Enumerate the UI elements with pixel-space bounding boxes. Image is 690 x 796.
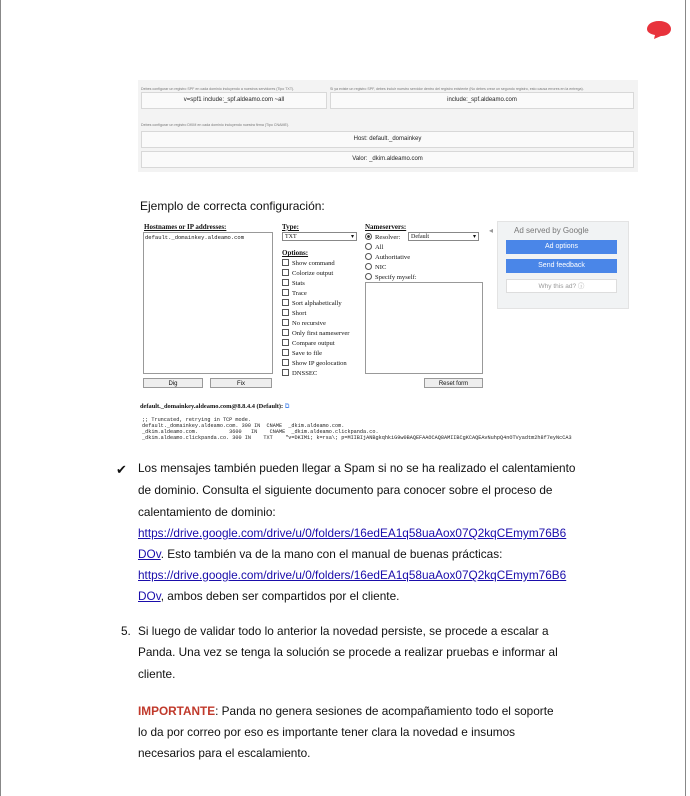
speech-bubble-logo-icon (646, 20, 672, 40)
item5-line-3: cliente. (138, 667, 176, 681)
bullet-line-1: Los mensajes también pueden llegar a Spam si no se ha realizado el calentamiento (138, 461, 576, 475)
bullet-line-5 (138, 547, 502, 561)
chevron-down-icon: ▾ (472, 234, 476, 240)
option-label: Only first nameserver (292, 330, 350, 337)
bullet-line-7 (138, 589, 399, 603)
dkim-note: Debes configurar un registro DKIM en cada dominio incluyendo nuestra firma (Tipo CNAME). (141, 123, 290, 127)
checkbox-icon (282, 279, 289, 286)
important-label: IMPORTANTE (138, 704, 216, 718)
ns-nic-label: NIC (375, 264, 387, 271)
important-text: : Panda no genera sesiones de acompañamiento todo el soporte (215, 704, 554, 718)
item5-line-2: Panda. Una vez se tenga la solución se procede a realizar pruebas e informar al (138, 645, 558, 659)
result-line: _dkim.aldeamo.clickpanda.co. 300 IN TXT "v=DKIM1; k=rsa\; p=MIIBIjANBgkqhkiG9w0BAQEFAAOCAQ8AMIIBCgKCAQEAvNuhpQ4nOTVyadtm2h8f7eyNcCA3 (142, 435, 572, 441)
option-no-recursive[interactable] (282, 319, 326, 327)
drive-link-1-end[interactable]: DOv (138, 547, 161, 561)
option-label: Show command (292, 260, 335, 267)
ns-resolver-radio[interactable] (365, 233, 400, 241)
send-feedback-button[interactable]: Send feedback (506, 259, 617, 273)
ns-all-label: All (375, 244, 384, 251)
dig-tool (140, 221, 640, 451)
page-border-left (0, 0, 1, 796)
bullet-text: , ambos deben ser compartidos por el cliente. (160, 589, 400, 603)
hostnames-textarea[interactable]: default._domainkey.aldeamo.com (143, 232, 273, 374)
checkbox-icon (282, 269, 289, 276)
result-title-text: default._domainkey.aldeamo.com@8.8.4.4 (Default): (140, 403, 284, 410)
option-dnssec[interactable] (282, 369, 317, 377)
option-show-command[interactable] (282, 259, 335, 267)
checkbox-icon (282, 299, 289, 306)
option-label: Compare output (292, 340, 335, 347)
option-colorize-output[interactable] (282, 269, 333, 277)
spf-existing-note: Si ya existe un registro SPF, debes incluir nuestro servidor dentro del registro existente (No debes crear un segundo registro, esto causa errores en la entrega). (330, 87, 584, 91)
why-this-ad-button[interactable]: Why this ad? ⓘ (506, 279, 617, 293)
ns-authoritative-label: Authoritative (375, 254, 411, 261)
back-arrow-icon[interactable]: ◂ (489, 226, 494, 235)
option-label: Colorize output (292, 270, 334, 277)
result-title (140, 403, 289, 411)
checkmark-icon: ✔ (116, 462, 127, 477)
item5-line-1: Si luego de validar todo lo anterior la novedad persiste, se procede a escalar a (138, 624, 549, 638)
option-label: DNSSEC (292, 370, 318, 377)
checkbox-icon (282, 289, 289, 296)
drive-link-2-end[interactable]: DOv (138, 589, 161, 603)
ns-nic-radio[interactable] (365, 263, 386, 271)
resolver-select[interactable] (408, 232, 479, 241)
bullet-text: . Esto también va de la mano con el manual de buenas prácticas: (160, 547, 503, 561)
option-label: Stats (292, 280, 305, 287)
options-label: Options: (282, 249, 309, 257)
type-select-value: TXT (285, 234, 297, 240)
option-sort-alphabetically[interactable] (282, 299, 342, 307)
copy-icon[interactable]: ⧉ (284, 403, 290, 410)
spf-include-field[interactable]: include:_spf.aldeamo.com (330, 92, 634, 109)
radio-selected-icon (365, 233, 372, 240)
option-label: Sort alphabetically (292, 300, 342, 307)
option-label: Trace (292, 290, 307, 297)
checkbox-icon (282, 319, 289, 326)
spf-note: Debes configurar un registro SPF en cada dominio incluyendo a nuestros servidores (Tipo TXT). (141, 87, 295, 91)
important-line-3: necesarios para el escalamiento. (138, 746, 311, 760)
option-trace[interactable] (282, 289, 307, 297)
ad-options-button[interactable]: Ad options (506, 240, 617, 254)
important-line-2: lo da por correo por eso es importante tener clara la novedad e insumos (138, 725, 516, 739)
chevron-down-icon: ▾ (350, 234, 354, 240)
result-line: _dkim.aldeamo.com. 3600 IN CNAME _dkim.aldeamo.clickpanda.co. (142, 429, 379, 435)
drive-link-2[interactable]: https://drive.google.com/drive/u/0/folders/16edEA1q58uaAox07Q2kqCEmym76B6 (138, 568, 567, 582)
checkbox-icon (282, 339, 289, 346)
dns-config-panel (138, 80, 638, 172)
hostnames-label: Hostnames or IP addresses: (144, 223, 227, 231)
drive-link-1[interactable]: https://drive.google.com/drive/u/0/folders/16edEA1q58uaAox07Q2kqCEmym76B6 (138, 526, 567, 540)
ns-resolver-label: Resolver: (375, 234, 401, 241)
option-label: No recursive (292, 320, 326, 327)
checkbox-icon (282, 259, 289, 266)
important-line-1 (138, 704, 554, 718)
type-select[interactable] (282, 232, 357, 241)
page-border-right (685, 0, 686, 796)
fix-button[interactable]: Fix (210, 378, 272, 388)
dkim-value-field[interactable]: Valor: _dkim.aldeamo.com (141, 151, 634, 168)
option-label: Save to file (292, 350, 323, 357)
nameservers-textarea[interactable] (365, 282, 483, 374)
type-label: Type: (282, 223, 299, 231)
checkbox-icon (282, 349, 289, 356)
option-label: Show IP geolocation (292, 360, 347, 367)
checkbox-icon (282, 359, 289, 366)
dig-button[interactable]: Dig (143, 378, 203, 388)
radio-icon (365, 263, 372, 270)
ns-specify-radio[interactable] (365, 273, 417, 281)
section-title: Ejemplo de correcta configuración: (140, 199, 325, 213)
option-compare-output[interactable] (282, 339, 335, 347)
bullet-line-2: de dominio. Consulta el siguiente documento para conocer sobre el proceso de (138, 483, 553, 497)
dkim-host-field[interactable]: Host: default._domainkey (141, 131, 634, 148)
nameservers-label: Nameservers: (365, 223, 407, 231)
radio-icon (365, 243, 372, 250)
ad-served-by-label: Ad served by Google (514, 226, 589, 235)
spf-record-field[interactable]: v=spf1 include:_spf.aldeamo.com ~all (141, 92, 327, 109)
option-only-first-nameserver[interactable] (282, 329, 350, 337)
list-number: 5. (121, 624, 131, 638)
option-save-to-file[interactable] (282, 349, 322, 357)
checkbox-icon (282, 309, 289, 316)
reset-form-button[interactable]: Reset form (424, 378, 483, 388)
checkbox-icon (282, 369, 289, 376)
radio-icon (365, 253, 372, 260)
ns-specify-label: Specify myself: (375, 274, 417, 281)
ns-authoritative-radio[interactable] (365, 253, 410, 261)
result-line: default._domainkey.aldeamo.com. 300 IN CNAME _dkim.aldeamo.com. (142, 423, 345, 429)
resolver-select-value: Default (411, 234, 429, 240)
google-ad-box (489, 221, 629, 309)
ns-all-radio[interactable] (365, 243, 383, 251)
option-stats[interactable] (282, 279, 305, 287)
checkbox-icon (282, 329, 289, 336)
radio-icon (365, 273, 372, 280)
bullet-line-3: calentamiento de dominio: (138, 505, 276, 519)
option-short[interactable] (282, 309, 306, 317)
option-label: Short (292, 310, 307, 317)
result-line: ;; Truncated, retrying in TCP mode. (142, 417, 251, 423)
option-show-ip-geolocation[interactable] (282, 359, 347, 367)
